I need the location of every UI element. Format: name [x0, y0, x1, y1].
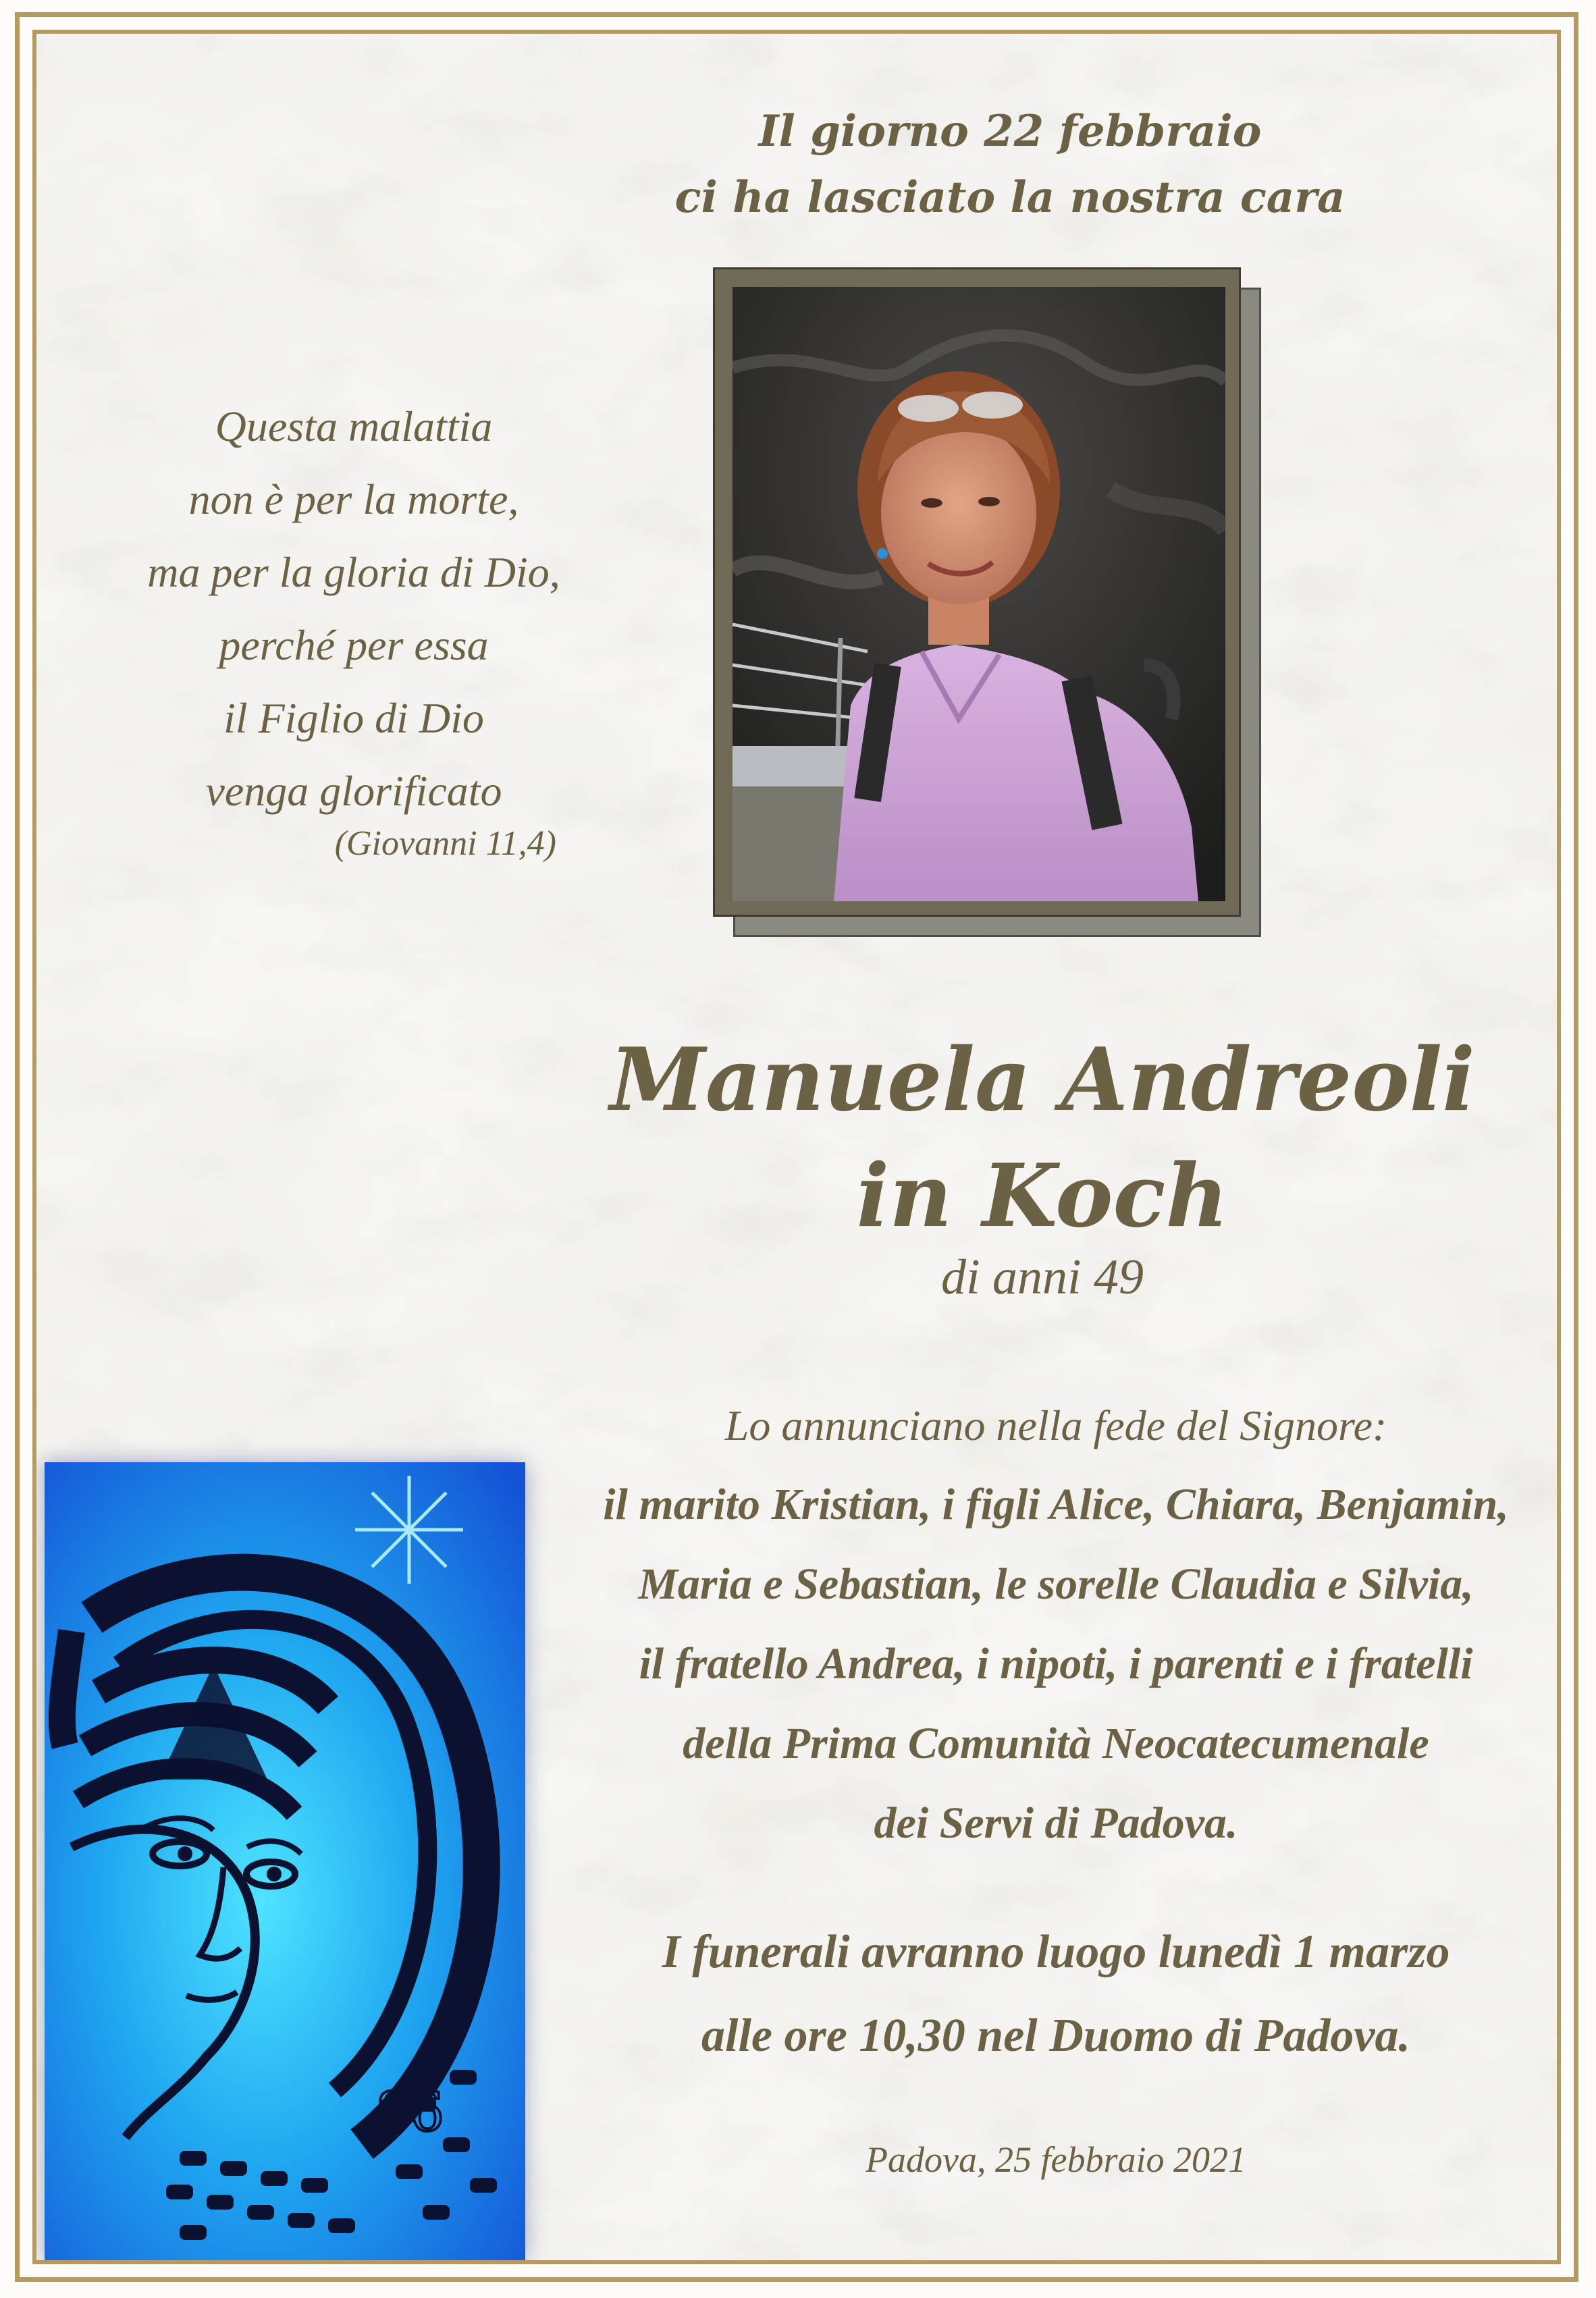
funeral-line-1: I funerali avranno luogo lunedì 1 marzo [662, 1926, 1450, 1978]
quote-reference: (Giovanni 11,4) [334, 824, 556, 863]
quote-line: perché per essa [219, 621, 489, 669]
deceased-name-line-2: in Koch [856, 1146, 1229, 1247]
announcement-intro: Lo annunciano nella fede del Signore: [724, 1401, 1387, 1449]
quote-line: il Figlio di Dio [223, 694, 484, 742]
family-line: Maria e Sebastian, le sorelle Claudia e Silvia, [638, 1559, 1474, 1609]
family-line: dei Servi di Padova. [874, 1798, 1238, 1848]
deceased-age: di anni 49 [940, 1250, 1144, 1305]
family-line: il fratello Andrea, i nipoti, i parenti e i fratelli [639, 1639, 1473, 1688]
family-list [556, 1465, 1555, 1863]
marble-panel [32, 30, 1561, 2264]
deceased-name [523, 1022, 1561, 1254]
place-and-date: Padova, 25 febbraio 2021 [866, 2139, 1246, 2180]
portrait-frame-border [713, 267, 1241, 917]
quote-line: non è per la morte, [188, 475, 519, 523]
madonna-icon [45, 1462, 525, 2262]
header-line-1: Il giorno 22 febbraio [758, 106, 1262, 157]
portrait-photo [733, 287, 1225, 901]
header-announcement [36, 99, 1561, 231]
quote-line: ma per la gloria di Dio, [147, 548, 560, 596]
icon-signature: 86 [375, 2081, 444, 2143]
family-line: il marito Kristian, i figli Alice, Chiara, Benjamin, [603, 1480, 1509, 1529]
religious-icon-painting [45, 1462, 525, 2262]
bible-quote [104, 390, 604, 828]
funeral-info [556, 1910, 1555, 2078]
funeral-line-2: alle ore 10,30 nel Duomo di Padova. [701, 2010, 1410, 2062]
portrait-frame [713, 267, 1261, 937]
quote-line: Questa malattia [215, 402, 493, 450]
family-line: della Prima Comunità Neocatecumenale [683, 1719, 1429, 1768]
deceased-name-line-1: Manuela Andreoli [610, 1030, 1475, 1131]
quote-line: venga glorificato [205, 767, 502, 815]
header-line-2: ci ha lasciato la nostra cara [674, 172, 1346, 223]
portrait-illustration [733, 287, 1225, 901]
